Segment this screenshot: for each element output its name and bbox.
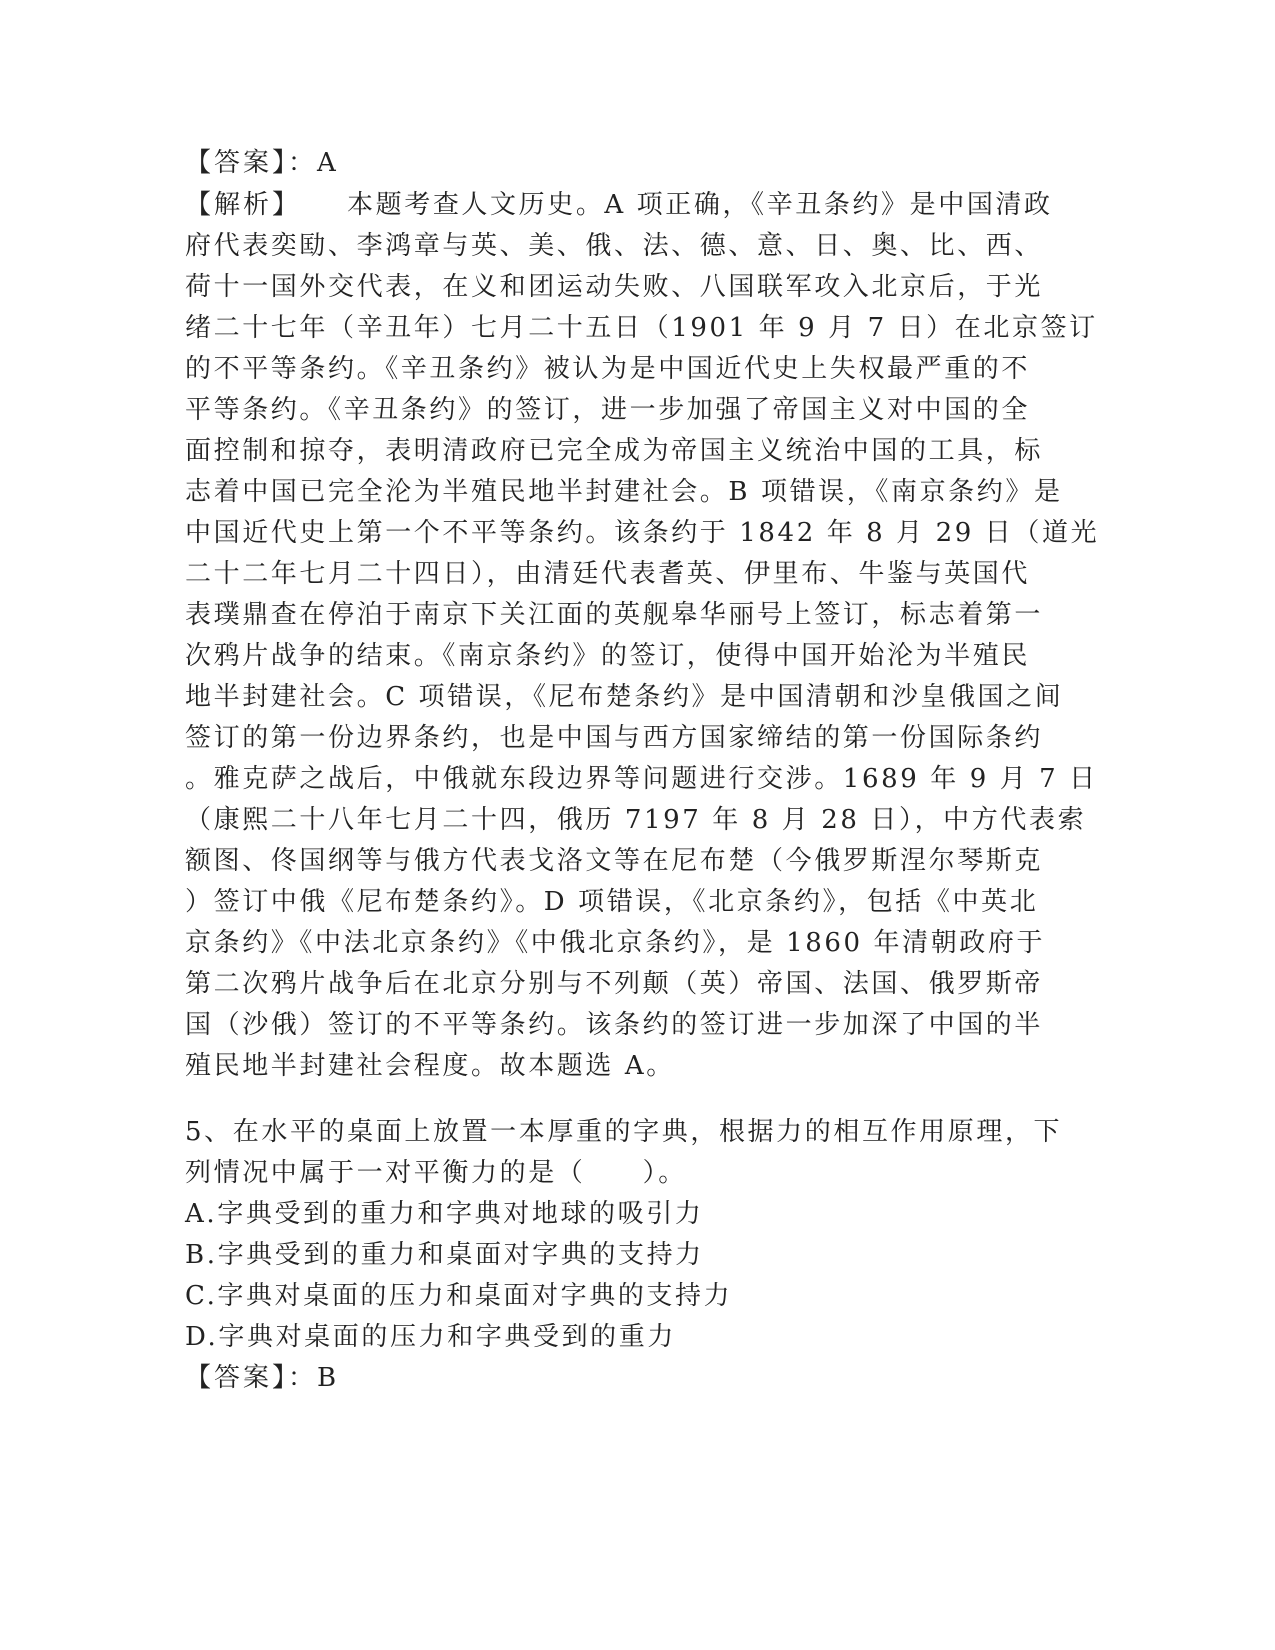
- question-5-stem-line: 列情况中属于一对平衡力的是（ ）。: [185, 1158, 687, 1188]
- analysis-line: 地半封建社会。C 项错误，《尼布楚条约》是中国清朝和沙皇俄国之间: [185, 682, 1064, 712]
- analysis-line: 次鸦片战争的结束。《南京条约》的签订，使得中国开始沦为半殖民: [185, 641, 1031, 671]
- answer-label: 【答案】：: [185, 1363, 318, 1393]
- analysis-line: 绪二十七年（辛丑年）七月二十五日（1901 年 9 月 7 日）在北京签订: [185, 313, 1098, 343]
- option-a: A.字典受到的重力和字典对地球的吸引力: [185, 1199, 704, 1229]
- analysis-line: 京条约》《中法北京条约》《中俄北京条约》，是 1860 年清朝政府于: [185, 928, 1046, 958]
- analysis-line: 府代表奕劻、李鸿章与英、美、俄、法、德、意、日、奥、比、西、: [185, 231, 1044, 261]
- option-d: D.字典对桌面的压力和字典受到的重力: [185, 1322, 676, 1352]
- answer-value: B: [317, 1363, 339, 1393]
- analysis-line: 额图、佟国纲等与俄方代表戈洛文等在尼布楚（今俄罗斯涅尔琴斯克: [185, 846, 1044, 876]
- analysis-line: [185, 190, 1085, 220]
- analysis-line: 。雅克萨之战后，中俄就东段边界等问题进行交涉。1689 年 9 月 7 日: [185, 764, 1098, 794]
- analysis-line: 国（沙俄）签订的不平等条约。该条约的签订进一步加深了中国的半: [185, 1010, 1044, 1040]
- analysis-label: 【解析】: [185, 190, 302, 220]
- analysis-line: ）签订中俄《尼布楚条约》。D 项错误，《北京条约》，包括《中英北: [185, 887, 1039, 917]
- analysis-line: 志着中国已完全沦为半殖民地半封建社会。B 项错误，《南京条约》是: [185, 477, 1063, 507]
- analysis-line: 表璞鼎查在停泊于南京下关江面的英舰皋华丽号上签订，标志着第一: [185, 600, 1044, 630]
- answer-value: A: [317, 148, 339, 178]
- analysis-line: 荷十一国外交代表，在义和团运动失败、八国联军攻入北京后，于光: [185, 272, 1044, 302]
- analysis-line: 面控制和掠夺，表明清政府已完全成为帝国主义统治中国的工具，标: [185, 436, 1044, 466]
- analysis-line: （康熙二十八年七月二十四，俄历 7197 年 8 月 28 日），中方代表索: [185, 805, 1087, 835]
- question-5-stem-line: 5、在水平的桌面上放置一本厚重的字典，根据力的相互作用原理，下: [185, 1117, 1063, 1147]
- analysis-line: 第二次鸦片战争后在北京分别与不列颠（英）帝国、法国、俄罗斯帝: [185, 969, 1044, 999]
- option-b: B.字典受到的重力和桌面对字典的支持力: [185, 1240, 704, 1270]
- analysis-line: 二十二年七月二十四日），由清廷代表耆英、伊里布、牛鉴与英国代: [185, 559, 1031, 589]
- answer-label: 【答案】：: [185, 148, 318, 178]
- analysis-line: 签订的第一份边界条约，也是中国与西方国家缔结的第一份国际条约: [185, 723, 1044, 753]
- option-c: C.字典对桌面的压力和桌面对字典的支持力: [185, 1281, 733, 1311]
- analysis-line: 平等条约。《辛丑条约》的签订，进一步加强了帝国主义对中国的全: [185, 395, 1031, 425]
- analysis-line: 中国近代史上第一个不平等条约。该条约于 1842 年 8 月 29 日（道光: [185, 518, 1100, 548]
- q5-answer-line: [185, 1363, 1085, 1393]
- analysis-line: 的不平等条约。《辛丑条约》被认为是中国近代史上失权最严重的不: [185, 354, 1031, 384]
- analysis-line: 殖民地半封建社会程度。故本题选 A。: [185, 1051, 675, 1081]
- analysis-text: 本题考查人文历史。A 项正确，《辛丑条约》是中国清政: [347, 190, 1053, 220]
- q4-answer-line: [185, 148, 1085, 178]
